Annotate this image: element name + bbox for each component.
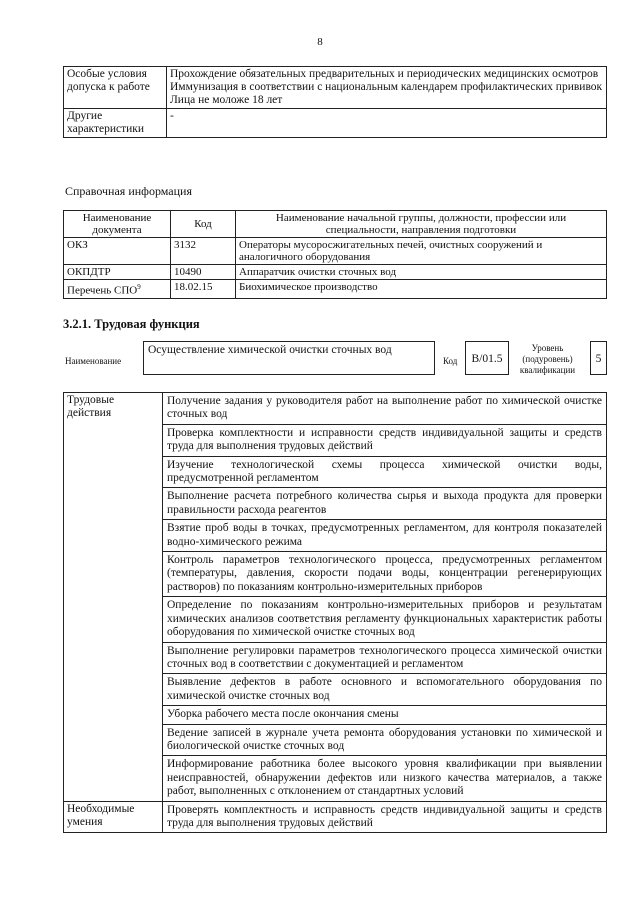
table-cell: Биохимическое производство <box>236 280 607 299</box>
level-value: 5 <box>590 341 607 375</box>
table-row <box>64 67 607 109</box>
code-label: Код <box>443 356 458 366</box>
level-label: Уровень (подуровень) квалификации <box>519 343 576 375</box>
column-header: Наименование документа <box>64 211 171 238</box>
column-header: Код <box>171 211 236 238</box>
list-item: Информирование работника более высокого уровня квалификации при выявлении неисправностей, обнаружении дефектов или низкого качества материалов, а также работ, выполненных с отклонением от стандартных условий <box>163 756 607 801</box>
condition-label: Другие характеристики <box>64 109 167 138</box>
table-cell: 10490 <box>171 265 236 280</box>
reference-table <box>63 210 607 299</box>
list-item: Ведение записей в журнале учета ремонта оборудования установки по химической и биологической очистке сточных вод <box>163 724 607 756</box>
table-row <box>64 109 607 138</box>
name-label: Наименование <box>65 356 122 366</box>
list-item: Получение задания у руководителя работ на выполнение работ по химической очистке сточных вод <box>163 393 607 425</box>
condition-paragraph: Лица не моложе 18 лет <box>170 94 283 106</box>
list-item: Выявление дефектов в работе основного и вспомогательного оборудования по химической очистке сточных вод <box>163 674 607 706</box>
list-item: Изучение технологической схемы процесса химической очистки воды, предусмотренной регламентом <box>163 456 607 488</box>
table-row <box>64 238 607 265</box>
table-row <box>64 801 607 833</box>
footnote-mark: 9 <box>137 283 141 291</box>
list-item: Взятие проб воды в точках, предусмотренных регламентом, для контроля показателей водно-химического режима <box>163 520 607 552</box>
table-header-row <box>64 211 607 238</box>
list-item: Контроль параметров технологического процесса, предусмотренных регламентом (температуры, давления, скорости подачи воды, концентрации регенерирующих растворов) по показаниям контрольно-измерительных приборов <box>163 552 607 597</box>
table-cell: ОКЗ <box>64 238 171 265</box>
table-cell: Аппаратчик очистки сточных вод <box>236 265 607 280</box>
table-row <box>64 280 607 299</box>
page-number: 8 <box>317 36 323 48</box>
table-cell: 18.02.15 <box>171 280 236 299</box>
actions-label: Трудовые действия <box>64 393 163 802</box>
condition-value <box>167 67 607 109</box>
function-name: Осуществление химической очистки сточных вод <box>143 341 435 375</box>
document-name: Перечень СПО <box>67 284 138 297</box>
code-value: В/01.5 <box>465 341 509 375</box>
table-cell: Операторы мусоросжигательных печей, очистных сооружений и аналогичного оборудования <box>236 238 607 265</box>
list-item: Выполнение регулировки параметров технологического процесса химической очистки сточных вод в соответствии с документацией и регламентом <box>163 642 607 674</box>
list-item: Уборка рабочего места после окончания смены <box>163 706 607 724</box>
section-title: 3.2.1. Трудовая функция <box>63 317 200 331</box>
condition-value: - <box>167 109 607 138</box>
condition-paragraph: Прохождение обязательных предварительных и периодических медицинских осмотров <box>170 68 599 80</box>
skills-label: Необходимые умения <box>64 801 163 833</box>
condition-paragraph: Иммунизация в соответствии с национальным календарем профилактических прививок <box>170 81 603 93</box>
list-item: Выполнение расчета потребного количества сырья и выхода продукта для проверки правильности расхода реагентов <box>163 488 607 520</box>
actions-table <box>63 392 607 833</box>
reference-title: Справочная информация <box>65 184 192 198</box>
table-row <box>64 265 607 280</box>
list-item: Проверять комплектность и исправность средств индивидуальной защиты и средств труда для выполнения трудовых действий <box>163 801 607 833</box>
list-item: Проверка комплектности и исправности средств индивидуальной защиты и средств труда для выполнения трудовых действий <box>163 424 607 456</box>
table-row <box>64 393 607 425</box>
column-header: Наименование начальной группы, должности, профессии или специальности, направления подготовки <box>236 211 607 238</box>
table-cell: ОКПДТР <box>64 265 171 280</box>
list-item: Определение по показаниям контрольно-измерительных приборов и результатам химических анализов соответствия регламенту функциональных характеристик работы оборудования по химической очистке сточных вод <box>163 597 607 642</box>
condition-label: Особые условия допуска к работе <box>64 67 167 109</box>
table-cell: 3132 <box>171 238 236 265</box>
table-cell <box>64 280 171 299</box>
conditions-table <box>63 66 607 138</box>
